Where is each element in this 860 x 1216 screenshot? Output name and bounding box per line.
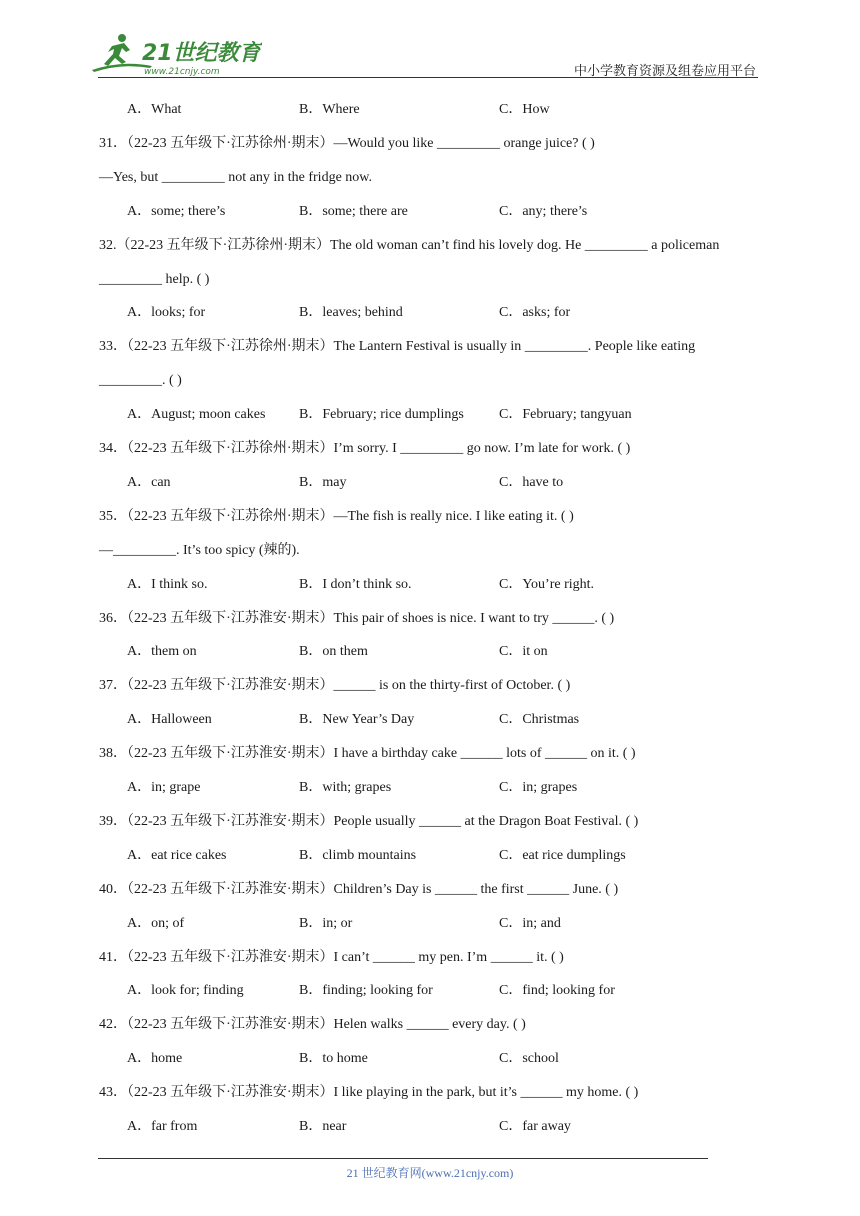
answer-option: B．February; rice dumplings	[299, 407, 464, 422]
answer-option: B．climb mountains	[299, 848, 417, 863]
page-header	[0, 0, 860, 80]
header-right-text: 中小学教育资源及组卷应用平台	[573, 63, 756, 78]
answer-option: A．can	[127, 475, 171, 490]
question-text: 35．（22-23 五年级下·江苏徐州·期末）—The fish is really nice. I like eating it. ( )	[99, 509, 574, 524]
answer-option: C．have to	[499, 475, 564, 490]
question-text: 42．（22-23 五年级下·江苏淮安·期末）Helen walks ______ every day. ( )	[99, 1017, 526, 1032]
answer-option: C．in; grapes	[499, 780, 578, 795]
answer-option: C．eat rice dumplings	[499, 848, 626, 863]
question-text: 33．（22-23 五年级下·江苏徐州·期末）The Lantern Festival is usually in _________. People like eating	[99, 339, 696, 354]
answer-option: C．Christmas	[499, 712, 580, 727]
answer-option: A．some; there’s	[127, 204, 226, 219]
answer-option: A．I think so.	[127, 577, 208, 592]
answer-option: B．in; or	[299, 916, 353, 931]
question-text: _________. ( )	[99, 373, 182, 388]
answer-option: C．it on	[499, 644, 548, 659]
footer-text: 21 世纪教育网(www.21cnjy.com)	[346, 1166, 514, 1180]
answer-option: C．February; tangyuan	[499, 407, 632, 422]
answer-option: B．near	[299, 1119, 347, 1134]
answer-option: B．with; grapes	[299, 780, 392, 795]
answer-option: C．You’re right.	[499, 577, 595, 592]
answer-option: A．eat rice cakes	[127, 848, 227, 863]
answer-option: B．on them	[299, 644, 368, 659]
question-text: _________ help. ( )	[99, 272, 210, 287]
answer-option: B．New Year’s Day	[299, 712, 415, 727]
answer-option: A．home	[127, 1051, 183, 1066]
answer-option: B．some; there are	[299, 204, 408, 219]
question-text: 37．（22-23 五年级下·江苏淮安·期末）______ is on the thirty-first of October. ( )	[99, 678, 571, 693]
question-text: 43．（22-23 五年级下·江苏淮安·期末）I like playing in the park, but it’s ______ my home. ( )	[99, 1085, 639, 1100]
header-divider	[98, 77, 758, 78]
answer-option: B．may	[299, 475, 347, 490]
footer-divider	[98, 1158, 708, 1159]
logo-sub: www.21cnjy.com	[144, 67, 220, 77]
answer-option: A．August; moon cakes	[127, 407, 266, 422]
answer-option: C．far away	[499, 1119, 571, 1134]
answer-option: B．to home	[299, 1051, 368, 1066]
answer-option: A．in; grape	[127, 780, 201, 795]
question-text: 34．（22-23 五年级下·江苏徐州·期末）I’m sorry. I _________ go now. I’m late for work. ( )	[99, 441, 631, 456]
answer-option: B．leaves; behind	[299, 305, 403, 320]
answer-option: B．I don’t think so.	[299, 577, 412, 592]
answer-option: C．school	[499, 1051, 559, 1066]
answer-option: B．finding; looking for	[299, 983, 433, 998]
question-text: 31．（22-23 五年级下·江苏徐州·期末）—Would you like _________ orange juice? ( )	[99, 136, 595, 151]
answer-option: A．far from	[127, 1119, 198, 1134]
logo-icon	[92, 30, 262, 78]
question-text: —Yes, but _________ not any in the fridge now.	[99, 170, 372, 185]
answer-option: A．What	[127, 102, 182, 117]
answer-option: C．in; and	[499, 916, 561, 931]
question-text: 39．（22-23 五年级下·江苏淮安·期末）People usually ______ at the Dragon Boat Festival. ( )	[99, 814, 639, 829]
answer-option: A．them on	[127, 644, 197, 659]
question-text: 32.（22-23 五年级下·江苏徐州·期末）The old woman can’t find his lovely dog. He _________ a policeman	[99, 238, 720, 253]
answer-option: A．looks; for	[127, 305, 206, 320]
answer-option: A．look for; finding	[127, 983, 244, 998]
answer-option: A．on; of	[127, 916, 185, 931]
answer-option: A．Halloween	[127, 712, 212, 727]
question-text: 36．（22-23 五年级下·江苏淮安·期末）This pair of shoes is nice. I want to try ______. ( )	[99, 611, 615, 626]
answer-option: C．asks; for	[499, 305, 571, 320]
answer-option: C．How	[499, 102, 550, 117]
question-text: 38．（22-23 五年级下·江苏淮安·期末）I have a birthday cake ______ lots of ______ on it. ( )	[99, 746, 636, 761]
question-text: 40．（22-23 五年级下·江苏淮安·期末）Children’s Day is ______ the first ______ June. ( )	[99, 882, 619, 897]
logo-text: 21世纪教育	[142, 41, 261, 66]
answer-option: C．find; looking for	[499, 983, 615, 998]
question-text: —_________. It’s too spicy (辣的).	[99, 543, 300, 558]
answer-option: C．any; there’s	[499, 204, 588, 219]
answer-option: B．Where	[299, 102, 360, 117]
question-text: 41．（22-23 五年级下·江苏淮安·期末）I can’t ______ my pen. I’m ______ it. ( )	[99, 950, 564, 965]
